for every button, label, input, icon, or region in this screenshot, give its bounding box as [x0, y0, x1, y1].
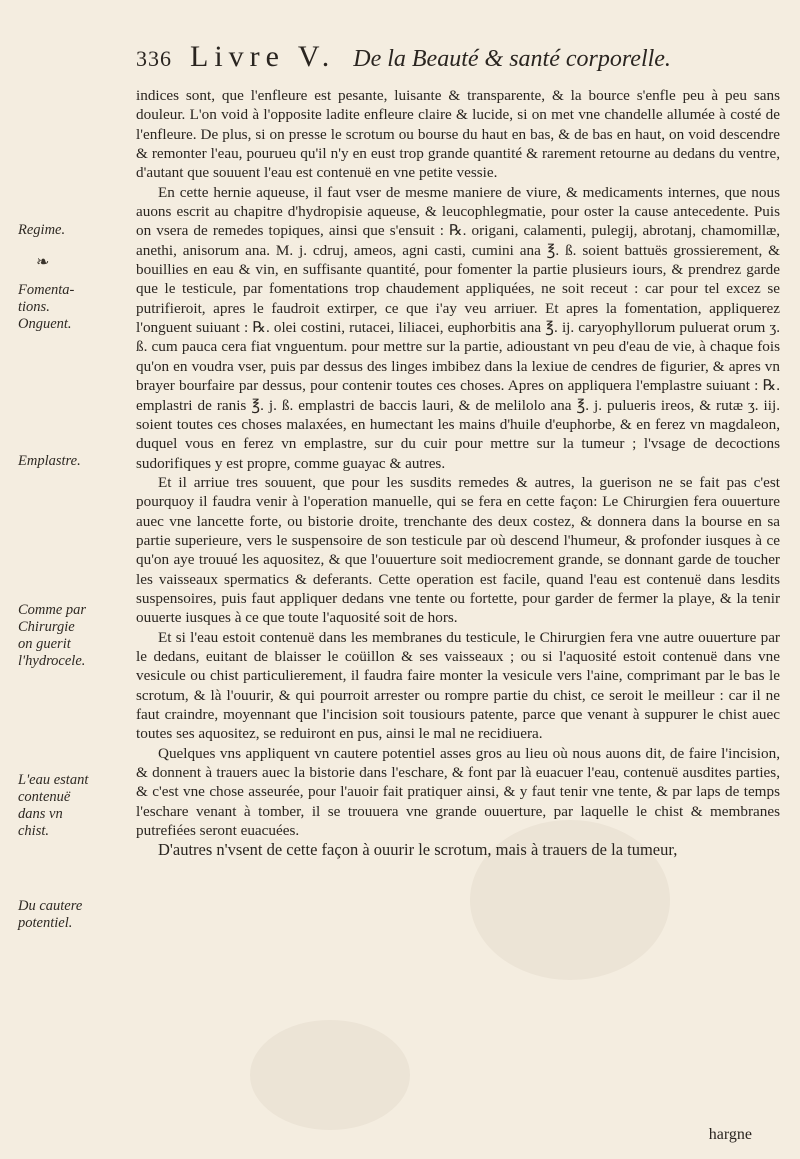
main-text — [136, 86, 780, 860]
margin-note-chirurgie: Comme par Chirurgie on guerit l'hydrocele. — [18, 602, 87, 669]
margin-note-emplastre: Emplastre. — [18, 453, 81, 469]
paper-stain — [250, 1020, 410, 1130]
paragraph: Quelques vns appliquent vn cautere potentiel asses gros au lieu où nous auons dit, de faire l'incision, & donnent à trauers auec la bistorie dans l'eschare, & font par là euacuer l'eau, contenuë ausdites parties, & c'est vne chose asseurée, pour l'auoir fait pratiquer ainsi, & y faut tenir vne tente, & par laps de temps l'eschare venant à tomber, il se trouuera vne grande ouuerture, par laquelle le chist & membranes putrefiées seront euacuées. — [136, 744, 780, 840]
margin-note-fomentations: Fomenta- tions. Onguent. — [18, 282, 75, 332]
margin-note-chist: L'eau estant contenuë dans vn chist. — [18, 772, 89, 839]
book-label: Livre V. — [190, 40, 336, 73]
paragraph: indices sont, que l'enfleure est pesante, luisante & transparente, & la bource s'enfle peu à peu sans douleur. L'on void à l'opposite ladite enfleure claire & lucide, si on met vne chandelle allumée à costé de l'enfleure. De plus, si on presse le scrotum ou bourse du haut en bas, & de bas en haut, on void descendre & remonter l'eau, pourueu qu'il n'y en eust trop grande quantité & rarement retourne au dedans du ventre, d'autant que souuent l'eau est contenuë en vne petite vessie. — [136, 87, 780, 182]
page-number: 336 — [136, 46, 172, 71]
margin-note-cautere: Du cautere potentiel. — [18, 898, 83, 931]
catchword: hargne — [708, 1126, 752, 1143]
margin-note-regime: Regime. — [18, 222, 66, 238]
running-header — [136, 40, 776, 80]
paragraph: D'autres n'vsent de cette façon à ouurir le scrotum, mais à trauers de la tumeur, — [158, 840, 678, 860]
ornament-icon: ❧ — [36, 252, 50, 271]
paragraph: En cette hernie aqueuse, il faut vser de mesme maniere de viure, & medicaments internes, que nous auons escrit au chapitre d'hydropisie aqueuse, & leucophlegmatie, pour oster la cause antecedente. Puis on vsera de remedes topiques, ainsi que s'ensuit : ℞. origani, calamenti, pulegij, abrotanj, chamomillæ, anethi, anisorum ana. M. j. cdruj, ameos, agni casti, cumini ana ℥. ß. soient battuës grossierement, & bouillies en eau & vin, en suffisante quantité, pour fomenter la partie plusieurs iours, & prendrez garde que le testicule, par fomentations trop chaudement appliquées, ne soit receut : car pour tel excez se putrifieroit, apres le faudroit extirper, ce que i'ay veu arriuer. Et apres la fomentation, appliquerez l'onguent suiuant : ℞. olei costini, rutacei, liliacei, euphorbitis ana ℥. ij. caryophyllorum puluerat orum ʒ. ß. cum pauca cera fiat vnguentum. pour mettre sur la partie, adioustant vn peu d'eau de vie, à chaque fois qu'on en voudra vser, puis par dessus des linges imbibez dans la lexiue de cendres de figurier, & apres vn brayer bourfaire par dessus, pour contenir toutes ces choses. Apres on appliquera l'emplastre suiuant : ℞. emplastri de ranis ℥. j. ß. emplastri de baccis lauri, & de melilolo ana ℥. j. pulueris ireos, & rutæ ʒ. iij. soient toutes ces choses malaxées, en humectant les mains d'huile d'euphorbe, & en ferez vn magdaleon, duquel vous en ferez vn emplastre, sur du cuir pour mettre sur la tumeur ; l'vsage de decoctions sudorifiques y est propre, comme guayac & autres. — [136, 183, 780, 472]
paragraph: Et si l'eau estoit contenuë dans les membranes du testicule, le Chirurgien fera vne autre ouuerture par le dedans, euitant de blaisser le coüillon & ses vaisseaux ; ou si l'aquosité estoit contenuë dans vne vesicule ou chist particulierement, il faudra faire monter la vesicule vers l'aine, comprimant par le bas le scrotum, & là l'ouurir, & qui pourroit arrester ou rompre partie du chist, ce seroit le meilleur : car il ne faut craindre, moyennant que l'incision soit tousiours patente, parce que venant à suppurer le chist auec toutes ses aquositez, se reduiront en pus, ainsi le mal ne recidiuera. — [136, 628, 780, 743]
paragraph: Et il arriue tres souuent, que pour les susdits remedes & autres, la guerison ne se fait pas c'est pourquoy il faudra venir à l'operation manuelle, qui se fera en cette façon: Le Chirurgien fera ouuerture auec vne lancette forte, ou bistorie droite, trenchante des deux costez, & donnera dans la bourse en sa partie superieure, vers le suspensoire de son testicule par où descend l'humeur, & profonder iusques à ce qu'on aye trouué les aquositez, & que l'ouuerture soit mediocrement grande, se donnant garde de toucher les vaisseaux spermatics & deferants. Cette operation est facile, quand l'eau est contenuë dans lesdits suspensoires, puis faut appliquer dedans vne tente ou fortette, pour garder de fermer la playe, & la tenir ouuerte iusques à ce que toute l'aquosité soit de hors. — [136, 473, 780, 627]
running-title: De la Beauté & santé corporelle. — [353, 46, 671, 72]
